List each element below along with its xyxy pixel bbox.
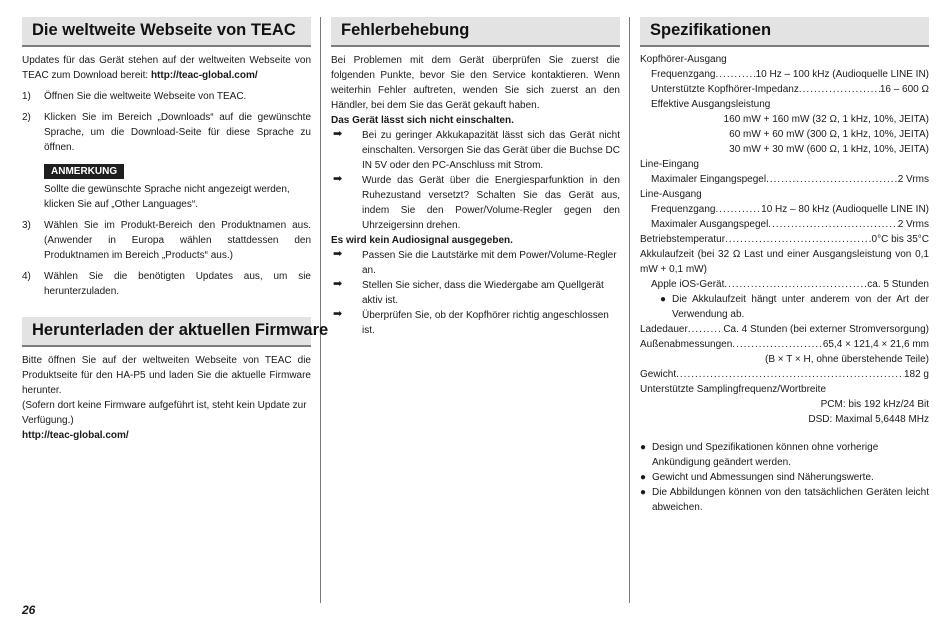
column-troubleshooting [331, 17, 620, 338]
spec-note-item: ● Gewicht und Abmessungen sind Näherungswerte. [640, 472, 874, 483]
section-heading-website: Die weltweite Webseite von TEAC [22, 17, 311, 47]
spec-sampling-value: DSD: Maximal 5,6448 MHz [808, 414, 929, 425]
section-heading-firmware: Herunterladen der aktuellen Firmware [22, 317, 311, 347]
power-item-2: ➡ Wurde das Gerät über die Energiesparfunktion in den Ruhezustand versetzt? Schalten Sie das Gerät aus, indem Sie den Power/Volume-Regler gegen den Uhrzeigersinn drehen. [333, 173, 620, 231]
problem-heading-power: Das Gerät lässt sich nicht einschalten. [331, 115, 514, 126]
arrow-icon: ➡ [333, 278, 343, 290]
column-divider-right [629, 17, 630, 603]
spec-lo-frequency: Frequenzgang ..... 10 Hz – 80 kHz (Audioquelle LINE IN) [640, 202, 929, 217]
arrow-icon: ➡ [333, 173, 343, 185]
spec-headphone-output: Kopfhörer-Ausgang [640, 54, 727, 65]
spec-battery-life: Akkulaufzeit (bei 32 Ω Last und einer Ausgangsleistung von 0,1 mW + 0,1 mW) [640, 249, 929, 275]
spec-weight: Gewicht ..... 182 g [640, 367, 929, 382]
column-specifications [640, 17, 929, 515]
spec-hp-power: Effektive Ausgangsleistung [651, 99, 771, 110]
step-2: 2) Klicken Sie im Bereich „Downloads“ auf die gewünschte Sprache, um die Download-Seite für diese Sprache zu öffnen. [22, 112, 311, 153]
bullet-icon: ● [640, 487, 647, 498]
column-divider-left [320, 17, 321, 603]
spec-note-item: ● Design und Spezifikationen können ohne vorherige Ankündigung geändert werden. [640, 442, 879, 468]
spec-sampling-value: PCM: bis 192 kHz/24 Bit [820, 399, 929, 410]
spec-list [640, 52, 929, 427]
spec-hp-frequency: Frequenzgang ..... 10 Hz – 100 kHz (Audioquelle LINE IN) [640, 67, 929, 82]
spec-note-item: ● Die Abbildungen können von den tatsächlichen Geräten leicht abweichen. [640, 487, 929, 513]
spec-hp-power-value: 30 mW + 30 mW (600 Ω, 1 kHz, 10%, JEITA) [729, 144, 929, 155]
step-4: 4) Wählen Sie die benötigten Updates aus, um sie herunterzuladen. [22, 271, 311, 297]
spec-line-output: Line-Ausgang [640, 189, 702, 200]
bullet-icon: ● [640, 472, 647, 483]
power-item-1: ➡ Bei zu geringer Akkukapazität lässt sich das Gerät nicht einschalten. Versorgen Sie das Gerät über die Buchse DC IN 5V oder den PC-Anschluss mit Strom. [333, 128, 620, 171]
spec-sampling: Unterstützte Samplingfrequenz/Wortbreite [640, 384, 827, 395]
firmware-text: Bitte öffnen Sie auf der weltweiten Webseite von TEAC die Produktseite für den HA-P5 und laden Sie die aktuelle Firmware herunter. [22, 355, 311, 396]
troubleshooting-intro: Bei Problemen mit dem Gerät überprüfen Sie zuerst die folgenden Punkte, bevor Sie den Service kontaktieren. Wenn weiterhin Fehler auftreten, wenden Sie sich zuerst an den Händler, bei dem Sie das Gerät gekauft haben. [331, 55, 620, 111]
website-url: http://teac-global.com/ [150, 70, 258, 81]
section-heading-troubleshooting: Fehlerbehebung [331, 17, 620, 47]
spec-hp-impedance: Unterstützte Kopfhörer-Impedanz ..... 16 – 600 Ω [640, 82, 929, 97]
column-teac-website [22, 17, 329, 443]
spec-hp-power-value: 60 mW + 60 mW (300 Ω, 1 kHz, 10%, JEITA) [729, 129, 929, 140]
spec-charging-time: Ladedauer ..... Ca. 4 Stunden (bei externer Stromversorgung) [640, 322, 929, 337]
firmware-note: (Sofern dort keine Firmware aufgeführt ist, steht kein Update zur Verfügung.) [22, 400, 307, 426]
note-text: Sollte die gewünschte Sprache nicht angezeigt werden, klicken Sie auf „Other Languages“. [44, 184, 290, 210]
page-number: 26 [22, 603, 36, 617]
step-1: 1) Öffnen Sie die weltweite Webseite von TEAC. [22, 91, 247, 102]
arrow-icon: ➡ [333, 128, 343, 140]
step-3: 3) Wählen Sie im Produkt-Bereich den Produktnamen aus. (Anwender in Europa wählen stattdessen den Produktnamen im Bereich „Products“ aus.) [22, 220, 311, 261]
note-label: ANMERKUNG [44, 164, 124, 179]
bullet-icon: ● [640, 442, 647, 453]
spec-li-max: Maximaler Eingangspegel ..... 2 Vrms [640, 172, 929, 187]
audio-item-3: ➡ Überprüfen Sie, ob der Kopfhörer richtig angeschlossen ist. [333, 308, 609, 336]
spec-lo-max: Maximaler Ausgangspegel ..... 2 Vrms [640, 217, 929, 232]
firmware-url: http://teac-global.com/ [22, 430, 129, 441]
note-block [22, 161, 311, 212]
spec-dimensions-note: (B × T × H, ohne überstehende Teile) [765, 354, 929, 365]
spec-line-input: Line-Eingang [640, 159, 699, 170]
spec-ios-device: Apple iOS-Gerät ..... ca. 5 Stunden [640, 277, 929, 292]
spec-hp-power-value: 160 mW + 160 mW (32 Ω, 1 kHz, 10%, JEITA) [723, 114, 929, 125]
audio-item-1: ➡ Passen Sie die Lautstärke mit dem Power/Volume-Regler an. [333, 248, 617, 276]
arrow-icon: ➡ [333, 248, 343, 260]
arrow-icon: ➡ [333, 308, 343, 320]
bullet-icon: ● [660, 294, 667, 305]
spec-battery-note: ● Die Akkulaufzeit hängt unter anderem von der Art der Verwendung ab. [660, 294, 929, 320]
section-heading-specifications: Spezifikationen [640, 17, 929, 47]
spec-notes [640, 440, 929, 515]
problem-heading-audio: Es wird kein Audiosignal ausgegeben. [331, 235, 513, 246]
website-intro: Updates für das Gerät stehen auf der weltweiten Webseite von TEAC zum Download bereit: http://teac-global.com/ [22, 55, 311, 81]
spec-dimensions: Außenabmessungen ..... 65,4 × 121,4 × 21,6 mm [640, 337, 929, 352]
spec-temperature: Betriebstemperatur ..... 0°C bis 35°C [640, 232, 929, 247]
audio-item-2: ➡ Stellen Sie sicher, dass die Wiedergabe am Quellgerät aktiv ist. [333, 278, 604, 306]
